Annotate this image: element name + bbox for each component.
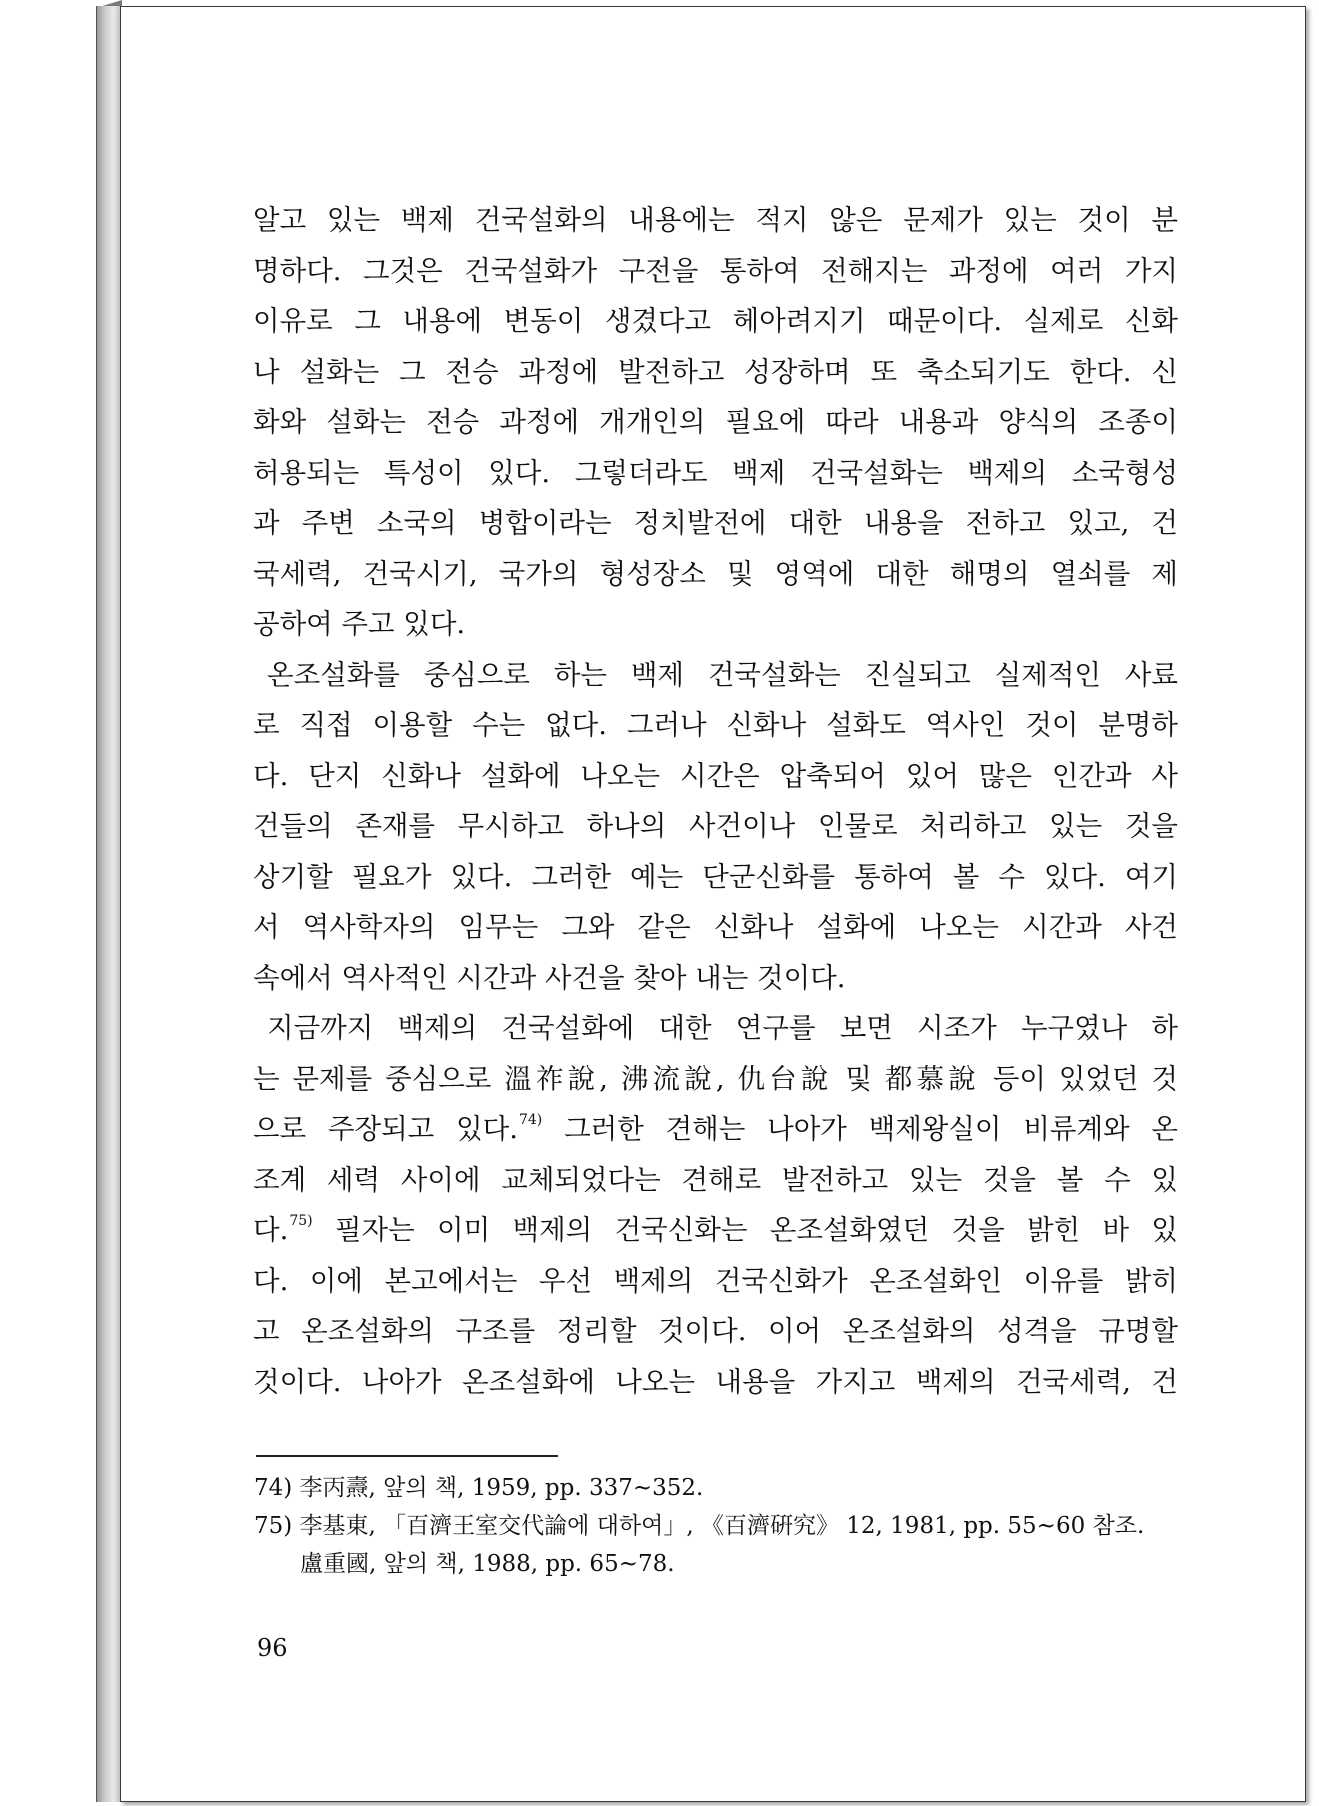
footnote-74: 74) 李丙燾, 앞의 책, 1959, pp. 337~352.: [254, 1475, 704, 1501]
text-line: 고 온조설화의 구조를 정리할 것이다. 이어 온조설화의 성격을 규명할: [253, 1315, 1178, 1347]
text-line: 온조설화를 중심으로 하는 백제 건국설화는 진실되고 실제적인 사료: [267, 658, 1178, 691]
page-number: 96: [257, 1634, 288, 1662]
text-line: 허용되는 특성이 있다. 그렇더라도 백제 건국설화는 백제의 소국형성: [253, 456, 1178, 489]
text-line: 로 직접 이용할 수는 없다. 그러나 신화나 설화도 역사인 것이 분명하: [253, 709, 1178, 741]
text-line: 상기할 필요가 있다. 그러한 예는 단군신화를 통하여 볼 수 있다. 여기: [253, 860, 1178, 893]
text-line: 국세력, 건국시기, 국가의 형성장소 및 영역에 대한 해명의 열쇠를 제: [253, 557, 1178, 590]
text-line: 다. 이에 본고에서는 우선 백제의 건국신화가 온조설화인 이유를 밝히: [253, 1264, 1178, 1297]
text-line: 이유로 그 내용에 변동이 생겼다고 헤아려지기 때문이다. 실제로 신화: [253, 305, 1178, 337]
text-segment: 필자는 이미 백제의 건국신화는 온조설화였던 것을 밝힌 바 있: [312, 1214, 1178, 1246]
text-line: 는 문제를 중심으로 溫祚說, 沸流說, 仇台說 및 都慕說 등이 있었던 것: [253, 1062, 1178, 1095]
book-page: [120, 6, 1306, 1802]
text-line: 것이다. 나아가 온조설화에 나오는 내용을 가지고 백제의 건국세력, 건: [253, 1365, 1178, 1398]
footnote-ref-74[interactable]: 74): [518, 1112, 543, 1128]
text-segment: 으로 주장되고 있다.: [253, 1113, 518, 1145]
book-page-edge: [96, 6, 122, 1802]
text-line-with-footnote-75: [253, 1205, 1178, 1256]
body-text: [253, 195, 1178, 1407]
text-line: 다. 단지 신화나 설화에 나오는 시간은 압축되어 있어 많은 인간과 사: [253, 759, 1178, 792]
text-line: 건들의 존재를 무시하고 하나의 사건이나 인물로 처리하고 있는 것을: [253, 810, 1178, 842]
text-line: 조계 세력 사이에 교체되었다는 견해로 발전하고 있는 것을 볼 수 있: [253, 1163, 1178, 1196]
text-line: 과 주변 소국의 병합이라는 정치발전에 대한 내용을 전하고 있고, 건: [253, 507, 1178, 539]
text-line-with-footnote-74: [253, 1104, 1178, 1155]
footnote-ref-75[interactable]: 75): [289, 1213, 313, 1229]
footnotes: [254, 1469, 1184, 1583]
text-line: 나 설화는 그 전승 과정에 발전하고 성장하며 또 축소되기도 한다. 신: [253, 355, 1178, 388]
text-line: 속에서 역사적인 시간과 사건을 찾아 내는 것이다.: [253, 961, 846, 994]
text-line: 공하여 주고 있다.: [253, 608, 466, 640]
text-line: 화와 설화는 전승 과정에 개개인의 필요에 따라 내용과 양식의 조종이: [253, 406, 1178, 438]
text-line: 서 역사학자의 임무는 그와 같은 신화나 설화에 나오는 시간과 사건: [253, 911, 1178, 943]
footnote-divider: [256, 1455, 558, 1457]
text-line: 명하다. 그것은 건국설화가 구전을 통하여 전해지는 과정에 여러 가지: [253, 254, 1178, 287]
text-segment: 그러한 견해는 나아가 백제왕실이 비류계와 온: [542, 1113, 1179, 1145]
footnote-75: 75) 李基東, 「百濟王室交代論에 대하여」, 《百濟硏究》 12, 1981, pp. 55~60 참조.: [254, 1513, 1145, 1539]
footnote-75-continued: 盧重國, 앞의 책, 1988, pp. 65~78.: [300, 1551, 675, 1577]
text-line: 지금까지 백제의 건국설화에 대한 연구를 보면 시조가 누구였나 하: [267, 1012, 1178, 1044]
text-line: 알고 있는 백제 건국설화의 내용에는 적지 않은 문제가 있는 것이 분: [253, 204, 1178, 236]
text-segment: 다.: [253, 1214, 289, 1246]
